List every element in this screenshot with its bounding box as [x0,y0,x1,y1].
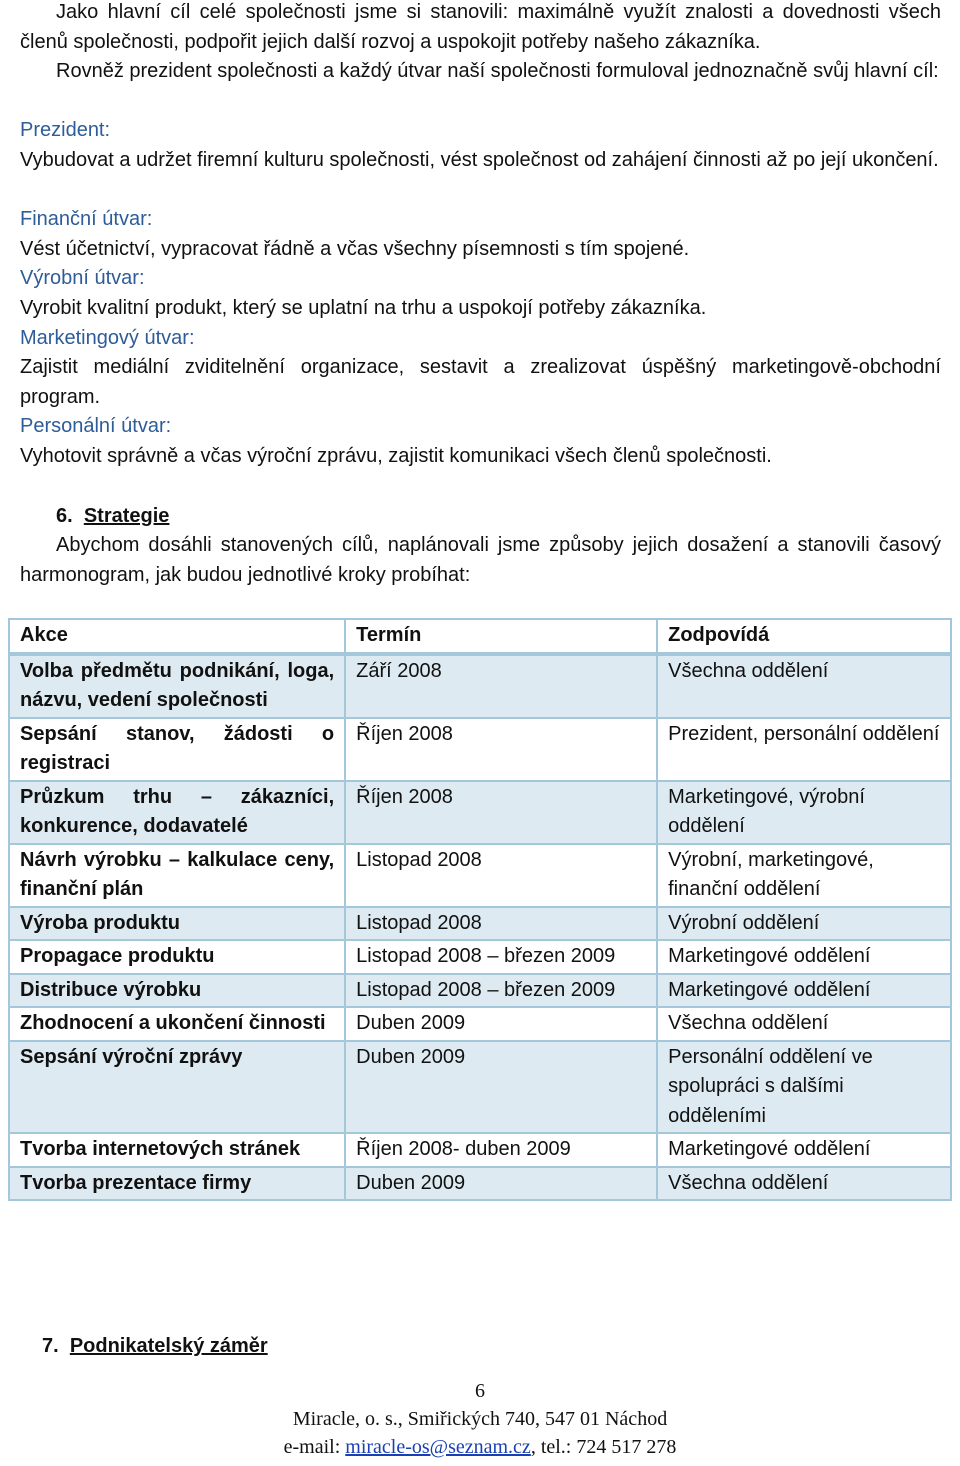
section-title: Podnikatelský záměr [69,1335,268,1357]
table-row [9,781,951,844]
cell-action: Volba předmětu podnikání, loga, názvu, vedení společnosti [9,654,345,718]
cell-action: Návrh výrobku – kalkulace ceny, finanční plán [9,844,345,907]
strategy-paragraph: Abychom dosáhli stanovených cílů, naplánovali jsme způsoby jejich dosažení a stanovili časový harmonogram, jak budou jednotlivé kroky probíhat: [20,534,941,586]
cell-action: Distribuce výrobku [9,974,345,1008]
cell-action: Výroba produktu [9,907,345,941]
section-title: Strategie [83,505,170,527]
table-row [9,1167,951,1201]
goal-text-production: Vyrobit kvalitní produkt, který se uplatní na trhu a uspokojí potřeby zákazníka. [20,297,707,319]
cell-responsible: Všechna oddělení [657,1007,951,1041]
cell-action: Sepsání výroční zprávy [9,1041,345,1134]
cell-term: Duben 2009 [345,1167,657,1201]
table-header-row [9,619,951,654]
goal-unit-marketing: Marketingový útvar: [20,327,195,349]
section-number: 7. [42,1335,59,1357]
goal-unit-finance: Finanční útvar: [20,208,153,230]
cell-responsible: Marketingové oddělení [657,974,951,1008]
footer-contact [0,1433,960,1461]
cell-term: Listopad 2008 [345,844,657,907]
cell-term: Duben 2009 [345,1041,657,1134]
goal-text-president: Vybudovat a udržet firemní kulturu společnosti, vést společnost od zahájení činnosti až po její ukončení. [20,149,939,171]
header-action: Akce [9,619,345,654]
table-row [9,718,951,781]
goal-text-marketing: Zajistit mediální zviditelnění organizace, sestavit a zrealizovat úspěšný marketingově-obchodní program. [20,356,941,408]
cell-responsible: Prezident, personální oddělení [657,718,951,781]
goal-unit-personnel: Personální útvar: [20,415,172,437]
cell-responsible: Personální oddělení ve spolupráci s dalšími odděleními [657,1041,951,1134]
cell-responsible: Výrobní, marketingové, finanční oddělení [657,844,951,907]
table-row [9,1041,951,1134]
cell-responsible: Marketingové oddělení [657,1133,951,1167]
cell-term: Září 2008 [345,654,657,718]
email-link[interactable]: miracle-os@seznam.cz [345,1436,531,1458]
section-heading-business-plan [42,1332,268,1362]
cell-action: Propagace produktu [9,940,345,974]
table-row [9,1133,951,1167]
goal-text-finance: Vést účetnictví, vypracovat řádně a včas všechny písemnosti s tím spojené. [20,238,690,260]
intro-paragraph-2: Rovněž prezident společnosti a každý útvar naší společnosti formuloval jednoznačně svůj hlavní cíl: [56,60,939,82]
phone-text: , tel.: 724 517 278 [530,1436,677,1458]
cell-term: Listopad 2008 [345,907,657,941]
table-row [9,1007,951,1041]
cell-term: Říjen 2008 [345,718,657,781]
footer-address: Miracle, o. s., Smiřických 740, 547 01 Náchod [292,1408,668,1430]
table-row [9,654,951,718]
table-row [9,940,951,974]
cell-term: Listopad 2008 – březen 2009 [345,974,657,1008]
header-term: Termín [345,619,657,654]
cell-term: Duben 2009 [345,1007,657,1041]
table-row [9,974,951,1008]
cell-action: Sepsání stanov, žádosti o registraci [9,718,345,781]
cell-responsible: Marketingové oddělení [657,940,951,974]
table-row [9,844,951,907]
cell-action: Tvorba prezentace firmy [9,1167,345,1201]
section-number: 6. [56,505,73,527]
intro-paragraph: Jako hlavní cíl celé společnosti jsme si stanovili: maximálně využít znalosti a dovednosti všech členů společnosti, podpořit jejich další rozvoj a uspokojit potřeby našeho zákazníka. [20,1,941,53]
cell-term: Říjen 2008- duben 2009 [345,1133,657,1167]
cell-responsible: Marketingové, výrobní oddělení [657,781,951,844]
cell-action: Průzkum trhu – zákazníci, konkurence, dodavatelé [9,781,345,844]
header-responsible: Zodpovídá [657,619,951,654]
cell-responsible: Všechna oddělení [657,1167,951,1201]
cell-action: Zhodnocení a ukončení činnosti [9,1007,345,1041]
goal-unit-production: Výrobní útvar: [20,267,145,289]
goal-text-personnel: Vyhotovit správně a včas výroční zprávu, zajistit komunikaci všech členů společnosti. [20,445,772,467]
goal-unit-president: Prezident: [20,119,111,141]
schedule-table [8,618,952,1201]
cell-responsible: Všechna oddělení [657,654,951,718]
page-number: 6 [475,1380,485,1402]
table-row [9,907,951,941]
email-label: e-mail: [283,1436,346,1458]
cell-responsible: Výrobní oddělení [657,907,951,941]
cell-action: Tvorba internetových stránek [9,1133,345,1167]
cell-term: Říjen 2008 [345,781,657,844]
section-heading-strategy [56,502,169,532]
cell-term: Listopad 2008 – březen 2009 [345,940,657,974]
